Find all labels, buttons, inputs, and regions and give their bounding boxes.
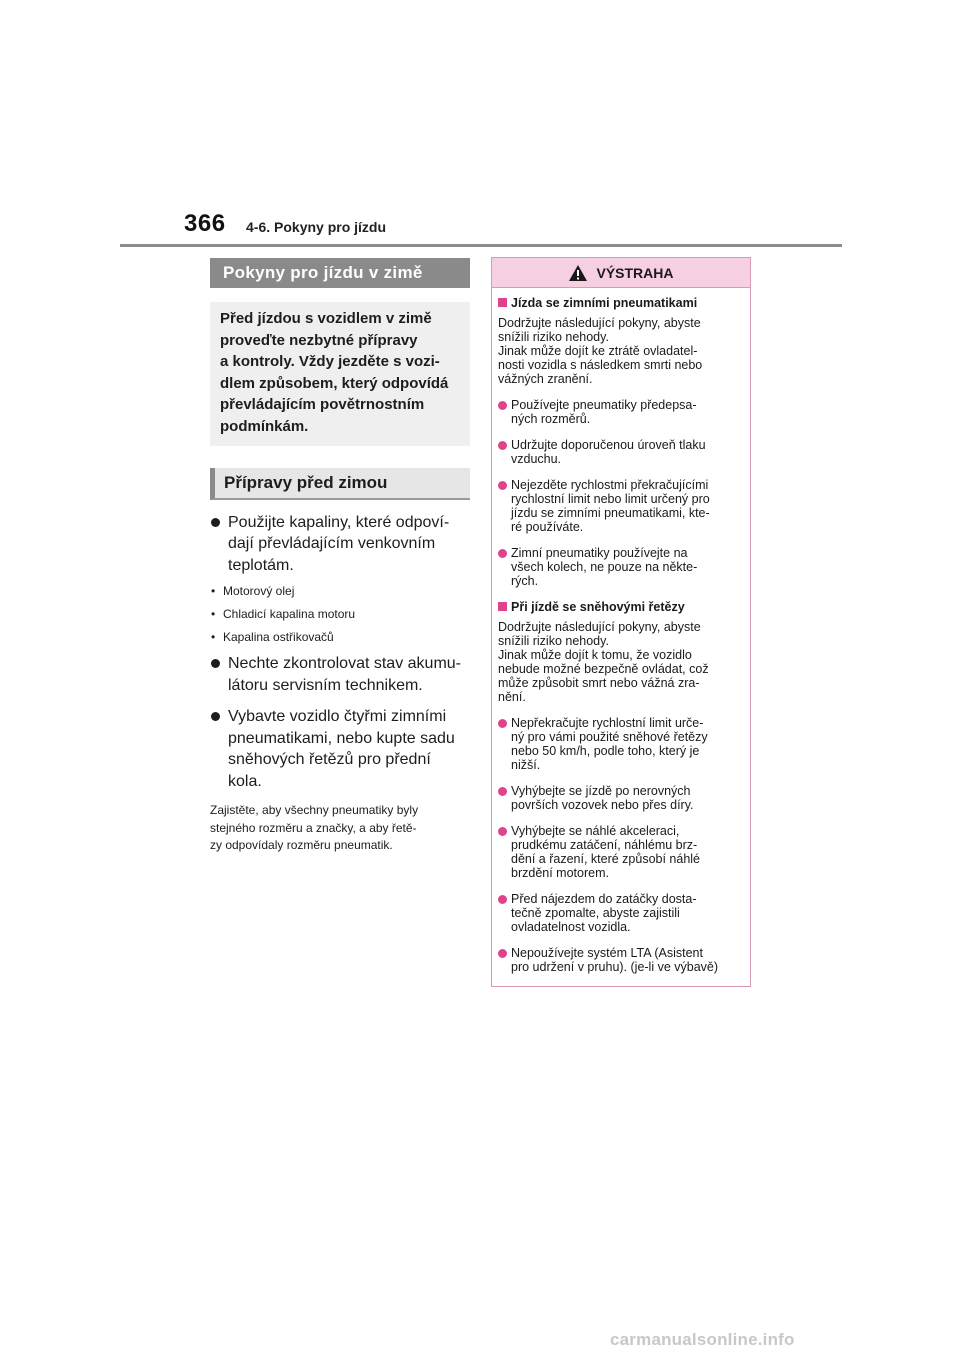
round-bullet-icon (498, 787, 507, 796)
list-line: pneumatikami, nebo kupte sadu (228, 729, 455, 747)
item-line: jízdu se zimními pneumatikami, kte- (511, 506, 710, 520)
bullet-icon (211, 518, 220, 527)
square-bullet-icon (498, 298, 507, 307)
list-line: látoru servisním technikem. (228, 676, 423, 694)
warning-subheading-text: Při jízdě se sněhovými řetězy (511, 600, 685, 614)
list-line: Vybavte vozidlo čtyřmi zimními (228, 708, 447, 726)
item-line: Nejezděte rychlostmi překračujícími (511, 478, 709, 492)
list-item (210, 653, 470, 696)
item-line: rychlostní limit nebo limit určený pro (511, 492, 710, 506)
warning-item (498, 824, 744, 880)
warning-list (498, 716, 744, 974)
sub-item (210, 607, 470, 622)
preparation-list-2 (210, 653, 470, 792)
warning-body (492, 288, 750, 986)
item-line: ovladatelnost vozidla. (511, 920, 631, 934)
round-bullet-icon (498, 949, 507, 958)
list-item (210, 706, 470, 792)
fluid-sublist (210, 584, 470, 645)
round-bullet-icon (498, 827, 507, 836)
round-bullet-icon (498, 895, 507, 904)
warning-triangle-icon (568, 264, 588, 282)
list-line: kola. (228, 772, 262, 790)
small-bullet-icon: • (211, 607, 216, 622)
item-line: pro udržení v pruhu). (je-li ve výbavě) (511, 960, 719, 974)
list-item (210, 512, 470, 577)
intro-line: a kontroly. Vždy jezděte s vozi- (220, 353, 440, 371)
round-bullet-icon (498, 441, 507, 450)
para-line: vážných zranění. (498, 372, 593, 386)
list-line: dají převládajícím venkovním (228, 535, 436, 553)
para-line: Dodržujte následující pokyny, abyste (498, 620, 701, 634)
para-line: nění. (498, 690, 526, 704)
section-title-bar: Pokyny pro jízdu v zimě (210, 258, 470, 288)
intro-line: dlem způsobem, který odpovídá (220, 374, 449, 392)
item-line: ný pro vámi použité sněhové řetězy (511, 730, 708, 744)
round-bullet-icon (498, 719, 507, 728)
para-line: snížili riziko nehody. (498, 330, 609, 344)
subheading: Přípravy před zimou (210, 468, 470, 500)
warning-paragraph (498, 620, 744, 704)
warning-subheading (498, 296, 744, 310)
warning-box (491, 257, 751, 987)
item-line: Nepoužívejte systém LTA (Asistent (511, 946, 703, 960)
warning-list (498, 398, 744, 588)
item-line: Vyhýbejte se jízdě po nerovných (511, 784, 691, 798)
warning-item (498, 716, 744, 772)
para-line: Jinak může dojít k tomu, že vozidlo (498, 648, 692, 662)
warning-item (498, 546, 744, 588)
item-line: prudkému zatáčení, náhlému brz- (511, 838, 698, 852)
warning-paragraph (498, 316, 744, 386)
bullet-icon (211, 659, 220, 668)
intro-line: podmínkám. (220, 417, 309, 435)
item-line: brzdění motorem. (511, 866, 609, 880)
item-line: Před nájezdem do zatáčky dosta- (511, 892, 697, 906)
warning-subheading-text: Jízda se zimními pneumatikami (511, 296, 698, 310)
item-line: vzduchu. (511, 452, 562, 466)
note-line: stejného rozměru a značky, a aby řetě- (210, 820, 417, 835)
warning-item (498, 438, 744, 466)
note-line: zy odpovídaly rozměru pneumatik. (210, 838, 393, 853)
item-line: nebo 50 km/h, podle toho, který je (511, 744, 700, 758)
note-line: Zajistěte, aby všechny pneumatiky byly (210, 803, 419, 818)
left-column (210, 258, 470, 855)
item-line: dění a řazení, které způsobí náhlé (511, 852, 701, 866)
tire-note (210, 802, 470, 855)
warning-item (498, 398, 744, 426)
item-line: površích vozovek nebo přes díry. (511, 798, 694, 812)
warning-header (492, 258, 750, 288)
para-line: Jinak může dojít ke ztrátě ovladatel- (498, 344, 698, 358)
item-line: Používejte pneumatiky předepsa- (511, 398, 697, 412)
section-label: 4-6. Pokyny pro jízdu (246, 219, 387, 235)
round-bullet-icon (498, 481, 507, 490)
item-line: Vyhýbejte se náhlé akceleraci, (511, 824, 680, 838)
list-line: sněhových řetězů pro přední (228, 751, 431, 769)
sub-item-text: Chladicí kapalina motoru (223, 607, 356, 622)
item-line: ré používáte. (511, 520, 584, 534)
header-rule (120, 244, 842, 247)
warning-item (498, 946, 744, 974)
watermark: carmanualsonline.info (610, 1330, 795, 1349)
item-line: ných rozměrů. (511, 412, 591, 426)
round-bullet-icon (498, 549, 507, 558)
item-line: nižší. (511, 758, 541, 772)
para-line: může způsobit smrt nebo vážná zra- (498, 676, 700, 690)
para-line: Dodržujte následující pokyny, abyste (498, 316, 701, 330)
intro-box (210, 302, 470, 446)
small-bullet-icon: • (211, 630, 216, 645)
small-bullet-icon: • (211, 584, 216, 599)
bullet-icon (211, 712, 220, 721)
para-line: snížili riziko nehody. (498, 634, 609, 648)
warning-subheading (498, 600, 744, 614)
warning-item (498, 784, 744, 812)
intro-line: Před jízdou s vozidlem v zimě (220, 310, 432, 327)
sub-item (210, 584, 470, 599)
intro-line: proveďte nezbytné přípravy (220, 331, 418, 349)
list-line: teplotám. (228, 556, 294, 574)
item-line: tečně zpomalte, abyste zajistili (511, 906, 680, 920)
item-line: Nepřekračujte rychlostní limit urče- (511, 716, 704, 730)
page-number: 366 (184, 210, 226, 237)
para-line: nosti vozidla s následkem smrti nebo (498, 358, 703, 372)
preparation-list (210, 512, 470, 577)
item-line: Udržujte doporučenou úroveň tlaku (511, 438, 706, 452)
square-bullet-icon (498, 602, 507, 611)
item-line: Zimní pneumatiky používejte na (511, 546, 688, 560)
sub-item-text: Kapalina ostřikovačů (223, 630, 334, 645)
sub-item (210, 630, 470, 645)
list-line: Použijte kapaliny, které odpoví- (228, 513, 450, 531)
warning-item (498, 478, 744, 534)
intro-line: převládajícím povětrnostním (220, 396, 425, 414)
item-line: všech kolech, ne pouze na někte- (511, 560, 698, 574)
para-line: nebude možné bezpečně ovládat, což (498, 662, 709, 676)
warning-title: VÝSTRAHA (596, 264, 674, 281)
sub-item-text: Motorový olej (223, 584, 295, 599)
warning-item (498, 892, 744, 934)
list-line: Nechte zkontrolovat stav akumu- (228, 655, 461, 673)
round-bullet-icon (498, 401, 507, 410)
item-line: rých. (511, 574, 539, 588)
